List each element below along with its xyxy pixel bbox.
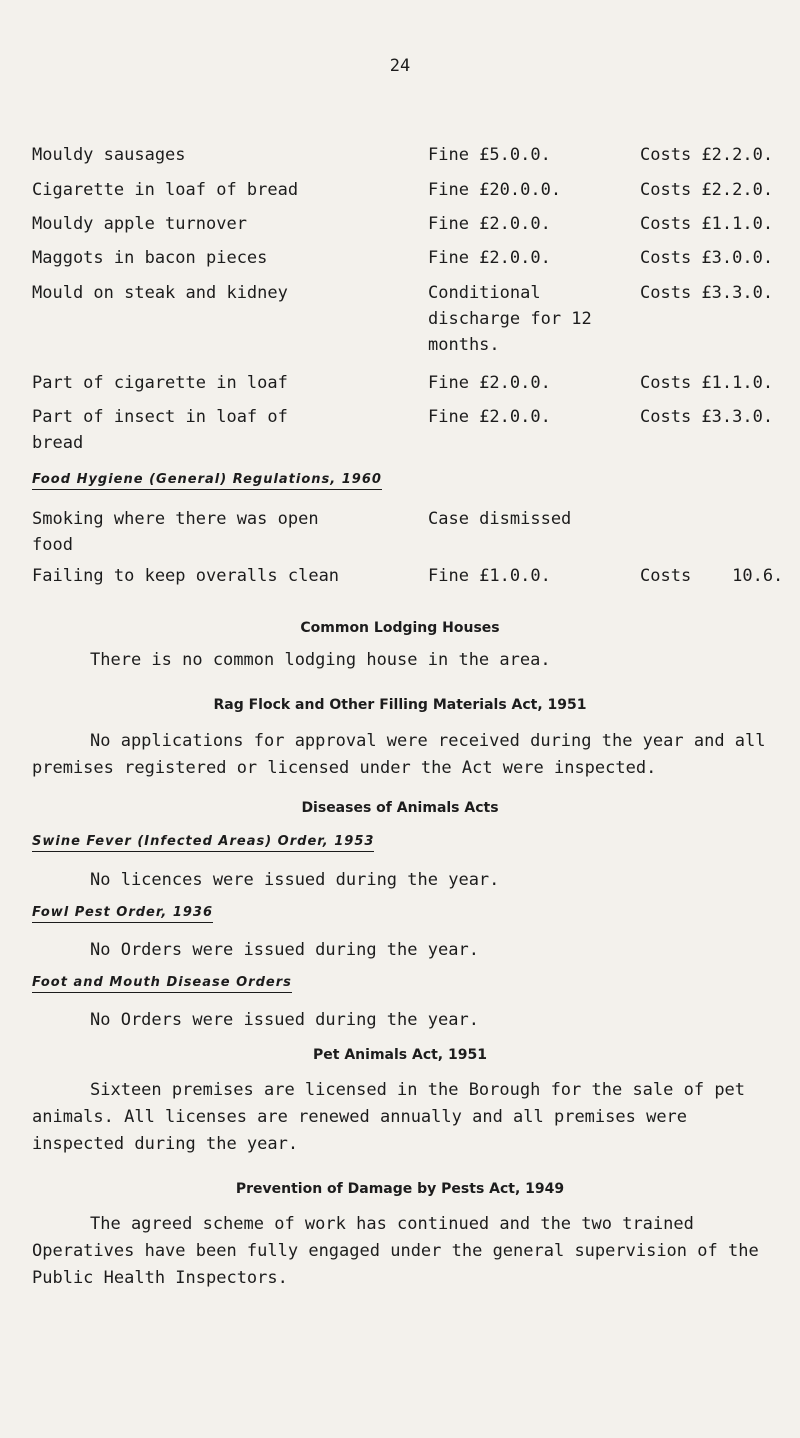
paragraph: No licences were issued during the year.	[90, 870, 500, 890]
costs: Costs £2.2.0.	[640, 145, 774, 165]
paragraph: Sixteen premises are licensed in the Borough for the sale of pet animals. All licenses are renewed annually and all premises were inspected during the year.	[32, 1080, 746, 1154]
offence: Smoking where there was open food	[32, 509, 319, 555]
penalty: Fine £2.0.0.	[428, 407, 551, 427]
paragraph: The agreed scheme of work has continued and the two trained Operatives have been fully engaged under the general supervision of the Public Health Inspectors.	[32, 1214, 759, 1288]
offence: Mouldy apple turnover	[32, 214, 247, 234]
section-heading: Diseases of Animals Acts	[301, 800, 499, 816]
offence: Mould on steak and kidney	[32, 283, 288, 303]
paragraph: No applications for approval were received during the year and all premises registered or licensed under the Act were inspected.	[32, 731, 766, 778]
costs: Costs £3.3.0.	[640, 407, 774, 427]
page-number: 24	[389, 56, 411, 76]
penalty: Fine £2.0.0.	[428, 373, 551, 393]
penalty: Fine £1.0.0.	[428, 566, 551, 586]
penalty: Conditional discharge for 12 months.	[428, 283, 592, 355]
offence: Part of insect in loaf of bread	[32, 407, 288, 453]
costs: Costs 10.6.	[640, 566, 784, 586]
paragraph: No Orders were issued during the year.	[90, 940, 479, 960]
section-heading: Pet Animals Act, 1951	[313, 1047, 487, 1063]
regulation-heading: Food Hygiene (General) Regulations, 1960	[32, 472, 382, 490]
penalty: Fine £5.0.0.	[428, 145, 551, 165]
penalty: Fine £20.0.0.	[428, 180, 562, 200]
costs: Costs £3.3.0.	[640, 283, 774, 303]
section-heading: Prevention of Damage by Pests Act, 1949	[235, 1181, 565, 1197]
offence: Mouldy sausages	[32, 145, 186, 165]
section-heading: Rag Flock and Other Filling Materials Act, 1951	[213, 697, 587, 713]
paragraph: There is no common lodging house in the area.	[90, 650, 551, 670]
offence: Maggots in bacon pieces	[32, 248, 268, 268]
costs: Costs £3.0.0.	[640, 248, 774, 268]
offence: Cigarette in loaf of bread	[32, 180, 299, 200]
costs: Costs £2.2.0.	[640, 180, 774, 200]
section-heading: Common Lodging Houses	[300, 620, 500, 636]
regulation-heading: Fowl Pest Order, 1936	[32, 905, 213, 923]
paragraph: No Orders were issued during the year.	[90, 1010, 479, 1030]
penalty: Case dismissed	[428, 509, 572, 529]
regulation-heading: Swine Fever (Infected Areas) Order, 1953	[32, 834, 374, 852]
penalty: Fine £2.0.0.	[428, 214, 551, 234]
costs: Costs £1.1.0.	[640, 373, 774, 393]
penalty: Fine £2.0.0.	[428, 248, 551, 268]
regulation-heading: Foot and Mouth Disease Orders	[32, 975, 292, 993]
offence: Failing to keep overalls clean	[32, 566, 340, 586]
offence: Part of cigarette in loaf	[32, 373, 288, 393]
costs: Costs £1.1.0.	[640, 214, 774, 234]
